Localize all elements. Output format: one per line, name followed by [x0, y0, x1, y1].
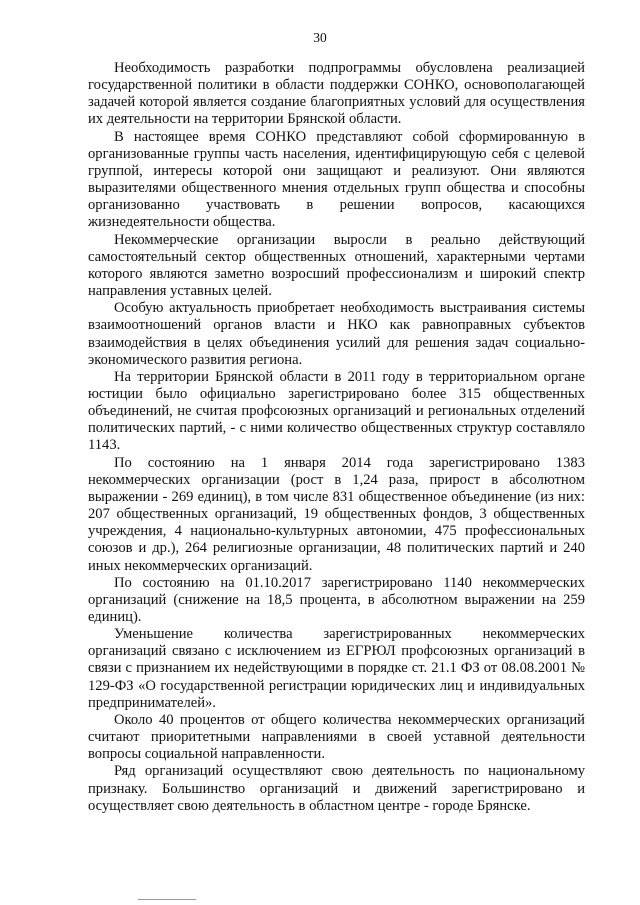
paragraph-2014-registration: По состоянию на 1 января 2014 года зарегистрировано 1383 некоммерческих организации (рост в 1,24 раза, прирост в абсолютном выражении - 269 единиц), в том числе 831 общественное объединение (из них: 207 общественных организаций, 19 общественных фондов, 3 общественных учреждения, 4 национально-культурных автономии, 475 профессиональных союзов и др.), 264 религиозные организации, 48 политических партий и 240 иных некоммерческих организаций.	[88, 454, 585, 574]
page-number: 30	[313, 30, 327, 45]
paragraph-program-rationale: Необходимость разработки подпрограммы обусловлена реализацией государственной политики в области поддержки СОНКО, основополагающей задачей которой является создание благоприятных условий для осуществления их деятельности на территории Брянской области.	[88, 60, 585, 128]
paragraph-decrease-reason: Уменьшение количества зарегистрированных некоммерческих организаций связано с исключением из ЕГРЮЛ профсоюзных организаций в связи с признанием их недействующими в порядке ст. 21.1 ФЗ от 08.08.2001 № 129-ФЗ «О государственной регистрации юридических лиц и индивидуальных предпринимателей».	[88, 626, 585, 711]
paragraph-government-relations: Особую актуальность приобретает необходимость выстраивания системы взаимоотношений органов власти и НКО как равноправных субъектов взаимодействия в целях объединения усилий для решения задач социально-экономического развития региона.	[88, 300, 585, 368]
paragraph-2011-registration: На территории Брянской области в 2011 году в территориальном органе юстиции было официально зарегистрировано более 315 общественных объединений, не считая профсоюзных организаций и региональных отделений политических партий, - с ними количество общественных структур составляло 1143.	[88, 368, 585, 454]
document-body	[88, 60, 585, 815]
paragraph-sonko-population: В настоящее время СОНКО представляют собой сформированную в организованные группы часть населения, идентифицирующую себя с целевой группой, интересы которой они защищают и реализуют. Они являются выразителями общественного мнения отдельных групп общества и способны организованно участвовать в решении вопросов, касающихся жизнедеятельности общества.	[88, 128, 585, 231]
footer-divider	[138, 899, 196, 900]
paragraph-2017-registration: По состоянию на 01.10.2017 зарегистрировано 1140 некоммерческих организаций (снижение на 18,5 процента, в абсолютном выражении на 259 единиц).	[88, 574, 585, 625]
paragraph-nko-sector: Некоммерческие организации выросли в реально действующий самостоятельный сектор общественных отношений, характерными чертами которого являются заметно возросший профессионализм и широкий спектр направления уставных целей.	[88, 231, 585, 300]
paragraph-social-priority: Около 40 процентов от общего количества некоммерческих организаций считают приоритетными направлениями в своей уставной деятельности вопросы социальной направленности.	[88, 711, 585, 763]
paragraph-national-organizations: Ряд организаций осуществляют свою деятельность по национальному признаку. Большинство организаций и движений зарегистрировано и осуществляет свою деятельность в областном центре - городе Брянске.	[88, 763, 585, 814]
